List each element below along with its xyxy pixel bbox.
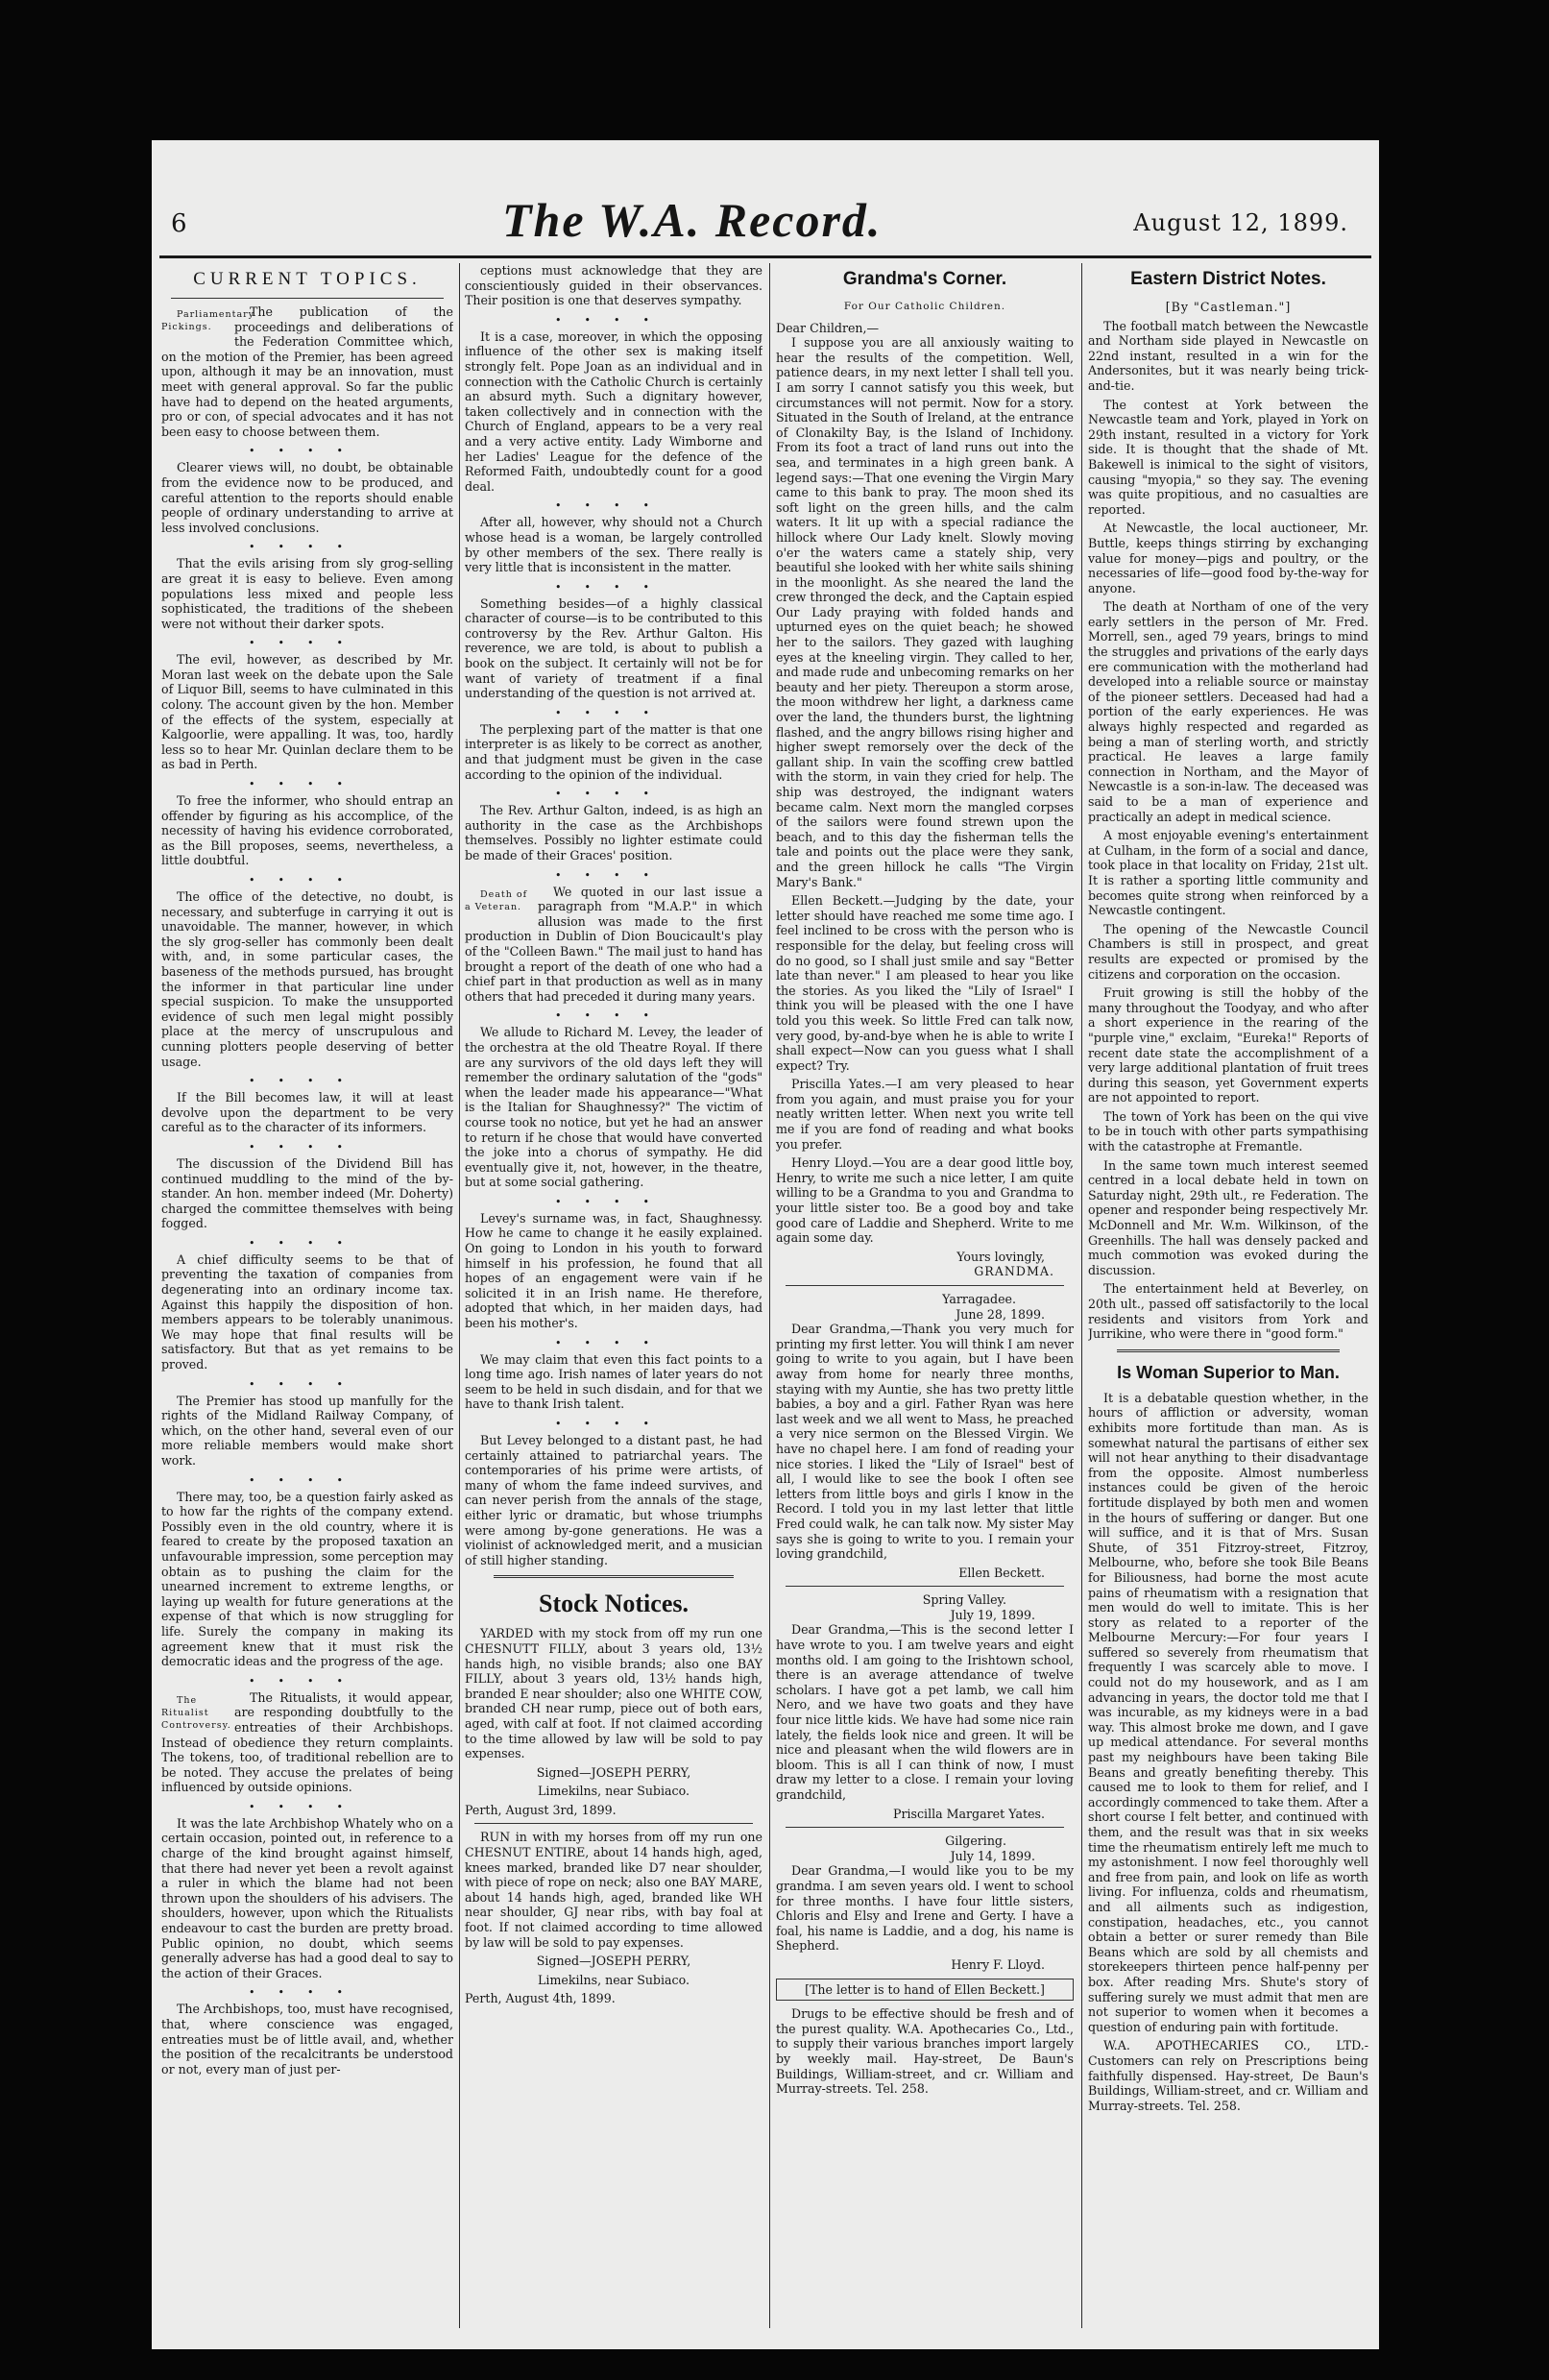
section-stars: ••••	[249, 541, 366, 554]
paragraph-text: We quoted in our last issue a paragraph from "M.A.P." in which allusion was made to the first production in Dublin of Dion Boucicault's play of the "Colleen Bawn." The mail just to hand has brought a report of the death of one who had a chief part in that production as well as in many others that had preceded it during many years.	[465, 884, 762, 1004]
paragraph-text: Levey's surname was, in fact, Shaughnessy. How he came to change it he easily explained. On going to London in his youth to forward himself in his profession, he found that all hopes of an engagement were vain if he solicited it in an Irish name. He therefore, adopted that which, in her maiden days, had been his mother's.	[465, 1210, 762, 1331]
paragraph-text: The football match between the Newcastle and Northam side played in Newcastle on 22nd instant, resulted in a win for the Andersonites, but it was nearly being trick-and-tie.	[1088, 318, 1368, 393]
paragraph	[1088, 1158, 1368, 1278]
paragraph	[465, 596, 762, 701]
paragraph	[161, 556, 453, 631]
current-topics-body	[161, 304, 453, 2076]
grandmas-corner-subheading: For Our Catholic Children.	[843, 301, 1006, 312]
paragraph	[465, 1352, 762, 1412]
side-heading: Death of a Veteran.	[465, 888, 528, 912]
paragraph-text: The contest at York between the Newcastle team and York, played in York on 29th instant, resulted in a victory for York side. It is thought that the shade of Mt. Bakewell is inimical to the sight of visitors, causing "myopia," so they say. The evening was quite propitious, and no casualties are reported.	[1088, 397, 1368, 517]
paragraph	[161, 1490, 453, 1669]
side-heading: Parliamentary Pickings.	[161, 309, 255, 332]
paragraph-text: If the Bill becomes law, it will at least devolve upon the department to be very careful as to the character of its informers.	[161, 1090, 453, 1135]
grandmas-corner-body	[776, 335, 1074, 1246]
paragraph-text: The Ritualists, it would appear, are responding doubtfully to the entreaties of their Archbishops. Instead of obedience they return complaints. The tokens, too, of traditional rebellion are to be noted. They accuse the prelates of being influenced by outside opinions.	[161, 1689, 453, 1795]
stock-notices-heading: Stock Notices.	[539, 1590, 689, 1618]
paragraph-text: But Levey belonged to a distant past, he had certainly attained to patriarchal years. The contemporaries of his prime were artists, of many of whom the fame indeed survives, and can never perish from the annals of the stage, either lyric or dramatic, but whose triumphs were among by-gone generations. He was a violinist of acknowledged merit, and a musician of still higher standing.	[465, 1433, 762, 1567]
section-stars: ••••	[249, 778, 366, 791]
masthead-rule	[159, 255, 1371, 258]
paragraph	[465, 803, 762, 862]
paragraph	[465, 329, 762, 495]
paragraph	[161, 1090, 453, 1135]
paragraph	[161, 652, 453, 772]
paragraph-text: There may, too, be a question fairly asked as to how far the rights of the company extend. Possibly even in the old country, where it is feared to create by the proposed taxation an unfavourable impression, some perception may obtain as to pushing the claim for the unearned increment to extreme lengths, or laying up wealth for future generations at the expense of that which is now struggling for life. Surely the company in making its agreement knew that it must risk the democratic ideas and the progress of the age.	[161, 1489, 453, 1669]
section-stars: ••••	[249, 1674, 366, 1688]
paragraph	[161, 2002, 453, 2076]
notice-2-signature: Signed—JOSEPH PERRY,	[536, 1954, 691, 1969]
notice-2-place: Limekilns, near Subiaco.	[538, 1972, 690, 1987]
byline: [By "Castleman."]	[1165, 300, 1292, 314]
paragraph	[1088, 521, 1368, 595]
letter-2-text: Dear Grandma,—This is the second letter I have wrote to you. I am twelve years and eight months old. I am going to the Irishtown school, there is an average attendance of twelve scholars. I have got a pet lamb, we call him Nero, and we have two goats and they have four nice little kids. We have had some nice rain lately, the fields look nice and green. It will be nice and pleasant when the wild flowers are in bloom. This is all I can think of now, I must draw my letter to a close. I remain your loving grandchild,	[776, 1622, 1074, 1802]
column-current-topics	[161, 263, 453, 2338]
notice-1-place: Limekilns, near Subiaco.	[538, 1784, 690, 1799]
paragraph-text: Henry Lloyd.—You are a dear good little boy, Henry, to write me such a nice letter, I am quite willing to be a Grandma to you and Grandma to your little sister too. Be a good boy and take good care of Laddie and Shepherd. Write to me again some day.	[776, 1155, 1074, 1246]
paragraph-text: After all, however, why should not a Church whose head is a woman, be largely controlled by other members of the sex. There really is very little that is inconsistent in the matter.	[465, 515, 762, 575]
separator	[171, 298, 444, 299]
paragraph	[465, 1025, 762, 1190]
paragraph	[776, 1155, 1074, 1246]
paragraph	[161, 1252, 453, 1372]
paragraph	[1088, 985, 1368, 1105]
paragraph	[161, 304, 453, 439]
paragraph	[1088, 1281, 1368, 1341]
paragraph-text: The opening of the Newcastle Council Chambers is still in prospect, and great results are expected or promised by the citizens and corporation on the occasion.	[1088, 921, 1368, 982]
letter-3-signature: Henry F. Lloyd.	[951, 1956, 1045, 1972]
paragraph-text: The discussion of the Dividend Bill has continued muddling to the mind of the by-stander. An hon. member indeed (Mr. Doherty) charged the committee themselves with being fogged.	[161, 1155, 453, 1231]
paragraph-text: A chief difficulty seems to be that of preventing the taxation of companies from degenerating into an ordinary income tax. Against this happily the disposition of hon. members appears to be tolerably unanimous. We may hope that final results will be satisfactory. But that as yet remains to be proved.	[161, 1251, 453, 1372]
issue-date: August 12, 1899.	[1133, 209, 1348, 236]
paragraph	[161, 1394, 453, 1469]
column-eastern-district	[1088, 263, 1368, 2338]
paragraph	[161, 1690, 453, 1795]
greeting: Dear Children,—	[776, 320, 880, 335]
paragraph	[1088, 1391, 1368, 2035]
apothecaries-ad: Drugs to be effective should be fresh and of the purest quality. W.A. Apothecaries Co., Ltd., to supply their various branches import largely by weekly mail. Hay-street, De Baun's Buildings, William-street, and cr. William and Murray-streets. Tel. 258.	[776, 2006, 1074, 2097]
section-stars: ••••	[249, 1377, 366, 1391]
paragraph-text: The Archbishops, too, must have recognised, that, where conscience was engaged, entreaties must be of little avail, and, whether the position of the recalcitrants be understood or not, every man of just per-	[161, 2002, 453, 2076]
stock-notice-1: YARDED with my stock from off my run one CHESNUTT FILLY, about 3 years old, 13½ hands high, no visible brands; also one BAY FILLY, about 3 years old, 13½ hands high, branded E near shoulder; also one WHITE COW, branded CH near rump, piece out of both ears, aged, with calf at foot. If not claimed according to the time allowed by law will be sold to pay expenses.	[465, 1626, 762, 1761]
section-stars: ••••	[555, 788, 672, 801]
section-stars: ••••	[249, 637, 366, 650]
eastern-district-body	[1088, 319, 1368, 1342]
paragraph	[1088, 398, 1368, 518]
paragraph-text: The Rev. Arthur Galton, indeed, is as high an authority in the case as the Archbishops themselves. Possibly no lighter estimate could be made of their Graces' position.	[465, 803, 762, 862]
stock-notice-2: RUN in with my horses from off my run one CHESNUT ENTIRE, about 14 hands high, aged, knees marked, branded like D7 near shoulder, with piece of rope on neck; also one BAY MARE, about 14 hands high, aged, branded like WH near shoulder, GJ near ribs, with bay foal at foot. If not claimed according to time allowed by law will be sold to pay expenses.	[465, 1830, 762, 1950]
section-stars: ••••	[555, 1009, 672, 1023]
paragraph	[1088, 599, 1368, 824]
paragraph	[161, 889, 453, 1069]
paragraph-text: Fruit growing is still the hobby of the many throughout the Toodyay, and who after a short experience in the rearing of the "purple vine," exclaim, "Eureka!" Reports of recent date state the accomplishment of a very large additional plantation of fruit trees during this season, yet Government experts are not appointed to report.	[1088, 985, 1368, 1105]
separator	[474, 1823, 753, 1824]
paragraph-text: The office of the detective, no doubt, is necessary, and subterfuge in carrying it out is unavoidable. The manner, however, in which the sly grog-seller has commonly been dealt with, and, in some particular cases, the baseness of the methods pursued, has brought the informer in that particular line under special suspicion. To make the unsupported evidence of such men legal might possibly place at the mercy of unscrupulous and cunning plotters people deserving of better usage.	[161, 889, 453, 1069]
notice-1-date: Perth, August 3rd, 1899.	[465, 1802, 617, 1817]
notice-2-date: Perth, August 4th, 1899.	[465, 1991, 616, 2006]
paragraph-text: That the evils arising from sly grog-selling are great it is easy to believe. Even among populations less mixed and people less sophisticated, the traditions of the shebeen were not without their darker spots.	[161, 556, 453, 631]
paragraph-text: We allude to Richard M. Levey, the leader of the orchestra at the old Theatre Royal. If there are any survivors of the old days left they will remember the ordinary salutation of the "gods" when the leader made his appearance—"What is the Italian for Shaughnessy?" The victim of course took no notice, but yet he had an answer to return if he chose that would have converted the joke into a chorus of sympathy. He did eventually give it, not, however, in the theatre, but at some social gathering.	[465, 1025, 762, 1190]
letter-1-text: Dear Grandma,—Thank you very much for printing my first letter. You will think I am never going to write to you again, but I have been away from home for nearly three months, staying with my Auntie, she has two pretty little babies, a boy and a girl. Father Ryan was here last week and we all went to Mass, he preached a very nice sermon on the Blessed Virgin. We have no chapel here. I am fond of reading your nice stories. I liked the "Lily of Israel" best of all, I would like to see the book I often see letters from little boys and girls I know in the Record. I told you in my last letter that little Fred could walk, he can talk now. My sister May says she is going to write to you. I remain your loving grandchild,	[776, 1322, 1074, 1562]
section-stars: ••••	[249, 445, 366, 458]
section-stars: ••••	[555, 580, 672, 594]
separator	[786, 1285, 1064, 1286]
column-two	[465, 263, 762, 2338]
paragraph-text: The death at Northam of one of the very early settlers in the person of Mr. Fred. Morrell, sen., aged 79 years, brings to mind the struggles and privations of the early days ere communication with the motherland had developed into a reliable source or mainstay of the pioneer settlers. Deceased had had a portion of the early experiences. He was always highly respected and regarded as being a man of sterling worth, and strictly practical. He leaves a large family connection in Northam, and the Mayor of Newcastle is a son-in-law. The deceased was said to be a man of experience and practically an adept in medical science.	[1088, 599, 1368, 824]
paragraph	[1088, 922, 1368, 982]
separator	[1117, 1349, 1340, 1352]
section-stars: ••••	[555, 706, 672, 719]
paragraph	[465, 722, 762, 782]
paragraph-text: Something besides—of a highly classical character of course—is to be contributed to this controversy by the Rev. Arthur Galton. His reverence, we are told, is about to publish a book on the subject. It certainly will not be for want of variety of treatment if a final understanding of the question is not arrived at.	[465, 595, 762, 701]
letter-1-signature: Ellen Beckett.	[958, 1565, 1045, 1580]
paragraph-text: It is a case, moreover, in which the opposing influence of the other sex is making itself strongly felt. Pope Joan as an individual and in connection with the Catholic Church is certainly an absurd myth. Such a dignitary however, taken collectively and in connection with the Church of England, appears to be a very real and a very active entity. Lady Wimborne and her Ladies' League for the defence of the Reformed Faith, undoubtedly count for a good deal.	[465, 328, 762, 494]
section-stars: ••••	[249, 1075, 366, 1088]
paragraph	[465, 885, 762, 1005]
paragraph	[465, 1211, 762, 1331]
letter-2-place: Spring Valley.	[922, 1592, 1006, 1608]
column-two-body	[465, 263, 762, 1567]
eastern-district-heading: Eastern District Notes.	[1130, 269, 1326, 289]
column-rule	[769, 263, 770, 2328]
grandmas-corner-heading: Grandma's Corner.	[842, 269, 1007, 289]
letter-1-place: Yarragadee.	[942, 1292, 1016, 1306]
paragraph	[1088, 1109, 1368, 1154]
paragraph-text: At Newcastle, the local auctioneer, Mr. Buttle, keeps things stirring by exchanging value for money—pigs and poultry, or the necessaries of life—good food by-the-way for anyone.	[1088, 521, 1368, 595]
paragraph	[161, 460, 453, 535]
paragraph-text: Ellen Beckett.—Judging by the date, your letter should have reached me some time ago. I feel inclined to be cross with the person who is responsible for the delay, but feeling cross will do no good, so I shall just smile and say "Better late than never." I am pleased to hear you like the stories. As you liked the "Lily of Israel" I think you will be pleased with the one I have told you this week. So little Fred can talk now, very good, by-and-bye when he is able to write I shall expect—Now can you guess what I shall expect? Try.	[776, 893, 1074, 1073]
section-stars: ••••	[555, 499, 672, 513]
paragraph	[776, 335, 1074, 889]
section-stars: ••••	[555, 1418, 672, 1430]
paragraph-text: The perplexing part of the matter is that one interpreter is as likely to be correct as another, and that judgment must be given in the case according to the opinion of the individual.	[465, 721, 762, 782]
paragraph	[1088, 319, 1368, 394]
letter-3-date: July 14, 1899.	[950, 1848, 1035, 1863]
section-stars: ••••	[555, 1336, 672, 1349]
paragraph	[161, 793, 453, 868]
letter-3-text: Dear Grandma,—I would like you to be my grandma. I am seven years old. I went to school for three months. I have four little sisters, Chloris and Elsy and Irene and Gerty. I have a foal, his name is Laddie, and a dog, his name is Shepherd.	[776, 1863, 1074, 1954]
paragraph	[465, 263, 762, 308]
column-rule	[459, 263, 460, 2328]
paragraph-text: The town of York has been on the qui vive to be in touch with other parts sympathising with the catastrophe at Fremantle.	[1088, 1108, 1368, 1154]
current-topics-heading: CURRENT TOPICS.	[193, 269, 422, 289]
side-heading: The Ritualist Controversy.	[161, 1694, 231, 1731]
separator	[786, 1827, 1064, 1828]
separator	[786, 1586, 1064, 1587]
section-stars: ••••	[555, 868, 672, 882]
paragraph-text: It was the late Archbishop Whately who on a certain occasion, pointed out, in reference to a charge of the kind brought against himself, that there had never yet been a revolt against a ruler in which the blame had not been thrown upon the shoulders of his advisers. The shoulders, however, upon which the Ritualists endeavour to cast the burden are pretty broad. Public opinion, no doubt, which seems generally adverse has had a good deal to say to the action of their Graces.	[161, 1815, 453, 1980]
section-stars: ••••	[249, 1473, 366, 1487]
paragraph-text: It is a debatable question whether, in the hours of affliction or adversity, woman exhibits more fortitude than man. As is somewhat natural the partisans of either sex will not hear anything to their disadvantage from the opposite. Almost numberless instances could be given of the heroic fortitude displayed by both men and women in the hours of suffering or danger. But one will suffice, and it is that of Mrs. Susan Shute, of 351 Fitzroy-street, Fitzroy, Melbourne, who, before she took Bile Beans for Biliousness, had borne the most acute pains of rheumatism with a resignation that men would do well to imitate. This is her story as related to a reporter of the Melbourne Mercury:—For four years I suffered so severely from rheumatism that frequently I was scarcely able to move. I could not do my housework, and as I am advancing in years, the doctor told me that I was incurable, as my kidneys were in a bad way. This almost broke me down, and I gave up medical attendance. For several months past my neighbours have been taking Bile Beans and greatly benefiting thereby. This caused me to look to them for relief, and I accordingly commenced to take them. After a short course I felt better, and continued with them, and the result was that in six weeks time the rheumatism entirely left me much to my astonishment. I now feel thoroughly well and free from pain, and look on life as worth living. For influenza, colds and rheumatism, and all ailments such as indigestion, constipation, headaches, etc., you cannot obtain a better or surer remedy than Bile Beans which are sold by all chemists and storekeepers thirteen pence half-penny per box. After reading Mrs. Shute's story of suffering surely we must admit that men are not superior to women when it becomes a question of enduring pain with fortitude.	[1088, 1390, 1368, 2034]
editor-note-box: [The letter is to hand of Ellen Beckett.]	[776, 1979, 1074, 2002]
letter-3-place: Gilgering.	[945, 1834, 1006, 1849]
newspaper-page	[152, 140, 1379, 2349]
paragraph	[161, 1156, 453, 1231]
paragraph	[776, 1077, 1074, 1152]
woman-superior-body	[1088, 1391, 1368, 2114]
paragraph	[465, 1433, 762, 1567]
notice-1-signature: Signed—JOSEPH PERRY,	[536, 1764, 691, 1780]
section-stars: ••••	[555, 313, 672, 327]
newspaper-title: The W.A. Record.	[502, 193, 883, 247]
paragraph-text: ceptions must acknowledge that they are conscientiously guided in their observances. Their position is one that deserves sympathy.	[465, 263, 762, 308]
section-stars: ••••	[249, 874, 366, 886]
paragraph-text: The publication of the proceedings and deliberations of the Federation Committee which, on the motion of the Premier, has been agreed upon, although it may be an innovation, must meet with general approval. So far the public have had to depend on the heated arguments, pro or con, of special advocates and it has not been easy to choose between them.	[161, 304, 453, 439]
section-stars: ••••	[249, 1236, 366, 1250]
woman-superior-heading: Is Woman Superior to Man.	[1117, 1362, 1340, 1382]
masthead	[152, 192, 1379, 250]
letter-2-signature: Priscilla Margaret Yates.	[893, 1806, 1045, 1821]
letter-close: Yours lovingly,	[956, 1249, 1045, 1264]
paragraph	[1088, 828, 1368, 918]
paragraph	[161, 1816, 453, 1981]
paragraph-text: Clearer views will, no doubt, be obtainable from the evidence now to be produced, and careful attention to the reports should enable people of ordinary understanding to arrive at less involved conclusions.	[161, 460, 453, 535]
paragraph-text: The Premier has stood up manfully for the rights of the Midland Railway Company, of which, on the other hand, several even of our more reliable members would make short work.	[161, 1393, 453, 1468]
section-stars: ••••	[249, 1986, 366, 2000]
paragraph-text: We may claim that even this fact points to a long time ago. Irish names of later years do not seem to be held in such disdain, and for that we have to thank Irish talent.	[465, 1351, 762, 1412]
section-stars: ••••	[249, 1140, 366, 1154]
letter-1-date: June 28, 1899.	[956, 1306, 1045, 1322]
paragraph-text: To free the informer, who should entrap an offender by figuring as his accomplice, of the necessity of having his evidence corroborated, as the Bill proposes, seems, nevertheless, a little doubtful.	[161, 793, 453, 868]
paragraph-text: In the same town much interest seemed centred in a local debate held in town on Saturday night, 29th ult., re Federation. The opener and responder being respectively Mr. McDonnell and Mr. W.m. Wilkinson, of the Greenhills. The hall was densely packed and much commotion was evoked during the discussion.	[1088, 1157, 1368, 1277]
paragraph-text: A most enjoyable evening's entertainment at Culham, in the form of a social and dance, took place in that locality on Friday, 21st ult. It is rather a sporting little community and becomes quite strong when reinforced by a Newcastle contingent.	[1088, 828, 1368, 918]
paragraph-text: I suppose you are all anxiously waiting to hear the results of the competition. Well, patience dears, in my next letter I shall tell you. I am sorry I cannot satisfy you this week, but circumstances will not permit. Now for a story. Situated in the South of Ireland, at the entrance of Clonakilty Bay, is the Island of Inchidony. From its foot a tract of land runs out into the sea, and terminates in a high green bank. A legend says:—That one evening the Virgin Mary came to this bank to pray. The moon shed its soft light on the green hills, and the calm waters. It lit up with a special radiance the hillock where Our Lady knelt. Slowly moving o'er the waters came a stately ship, very beautiful she looked with her white sails shining in the moonlight. As she neared the land the crew thronged the deck, and the Captain espied Our Lady praying with folded hands and upturned eyes on the quiet beach; he showed her to the sailors. They gazed with laughing eyes at the kneeling virgin. They called to her, and made rude and unbecoming remarks on her beauty and her piety. Thereupon a storm arose, the moon withdrew her light, a darkness came over the land, the thunders burst, the lightning flashed, and the angry billows rising higher and higher swept remorsely over the deck of the gallant ship. In vain the scoffing crew battled with the storm, in vain they cried for help. The ship was destroyed, the indignant waters became calm. Next morn the mangled corpses of the sailors were found strewn upon the beach, and to this day the fisherman tells the tale and points out the place were they sank, and the green hillock he calls "The Virgin Mary's Bank."	[776, 335, 1074, 889]
column-grandmas-corner	[776, 263, 1074, 2338]
paragraph	[776, 893, 1074, 1073]
paragraph	[465, 515, 762, 574]
paragraph-text: Priscilla Yates.—I am very pleased to hear from you again, and must praise you for your neatly written letter. When next you write tell me if you are fond of reading and what books you prefer.	[776, 1077, 1074, 1152]
letter-signature: GRANDMA.	[974, 1264, 1054, 1279]
letter-2-date: July 19, 1899.	[950, 1607, 1035, 1622]
paragraph	[1088, 2038, 1368, 2113]
page-number: 6	[171, 209, 187, 238]
column-rule	[1081, 263, 1082, 2328]
paragraph-text: W.A. APOTHECARIES CO., LTD.-Customers can rely on Prescriptions being faithfully dispensed. Hay-street, De Baun's Buildings, William-street, and cr. William and Murray-streets. Tel. 258.	[1088, 2038, 1368, 2113]
section-stars: ••••	[555, 1195, 672, 1208]
separator	[494, 1575, 734, 1578]
paragraph-text: The evil, however, as described by Mr. Moran last week on the debate upon the Sale of Liquor Bill, seems to have culminated in this colony. The account given by the hon. Member of the effects of the system, especially at Kalgoorlie, were appalling. It was, too, hardly less so to hear Mr. Quinlan declare them to be as bad in Perth.	[161, 652, 453, 772]
paragraph-text: The entertainment held at Beverley, on 20th ult., passed off satisfactorily to the local residents and visitors from York and Jurrikine, who were there in "good form."	[1088, 1281, 1368, 1342]
section-stars: ••••	[249, 1800, 366, 1813]
